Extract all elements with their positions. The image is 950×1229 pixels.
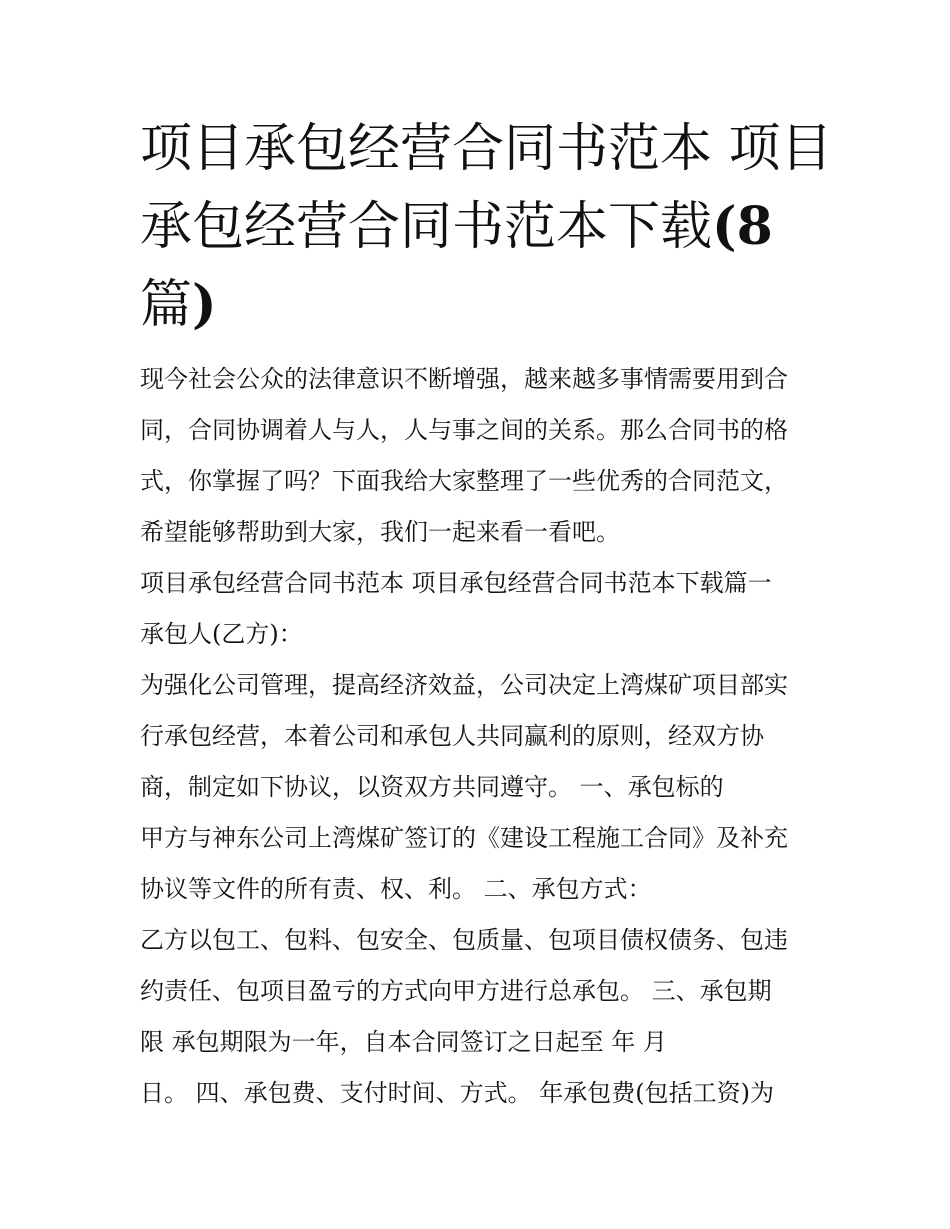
body-line: 现今社会公众的法律意识不断增强，越来越多事情需要用到合 [140, 365, 788, 393]
body-line: 希望能够帮助到大家，我们一起来看一看吧。 [140, 518, 620, 546]
body-line: 同，合同协调着人与人，人与事之间的关系。那么合同书的格 [140, 416, 788, 444]
title-line-3-bold: ) [192, 274, 217, 335]
section-heading: 项目承包经营合同书范本 项目承包经营合同书范本下载篇一 [140, 569, 772, 597]
body-line: 商，制定如下协议，以资双方共同遵守。 一、承包标的 [140, 773, 724, 801]
body-line: 式，你掌握了吗？下面我给大家整理了一些优秀的合同范文， [140, 467, 788, 495]
body-line: 甲方与神东公司上湾煤矿签订的《建设工程施工合同》及补充 [140, 824, 788, 852]
body-line: 约责任、包项目盈亏的方式向甲方进行总承包。 三、承包期 [140, 977, 772, 1005]
body-line: 协议等文件的所有责、权、利。 二、承包方式： [140, 875, 652, 903]
body-line: 为强化公司管理，提高经济效益，公司决定上湾煤矿项目部实 [140, 671, 788, 699]
document-body [140, 354, 830, 1119]
body-line: 行承包经营，本着公司和承包人共同赢利的原则，经双方协 [140, 722, 764, 750]
document-title [140, 110, 833, 344]
body-line: 承包人(乙方)： [140, 620, 303, 648]
title-line-2-text: 承包经营合同书范本下载 [140, 197, 713, 257]
body-line: 限 承包期限为一年，自本合同签订之日起至 年 月 [140, 1028, 667, 1056]
title-line-2-bold: (8 [712, 196, 773, 257]
title-line-3 [140, 266, 820, 344]
body-line: 乙方以包工、包料、包安全、包质量、包项目债权债务、包违 [140, 926, 788, 954]
title-line-2 [140, 188, 820, 266]
body-line: 日。 四、承包费、支付时间、方式。 年承包费(包括工资)为 [140, 1079, 774, 1107]
title-line-3-text: 篇 [140, 275, 193, 335]
title-line-1: 项目承包经营合同书范本 项目 [140, 119, 833, 179]
